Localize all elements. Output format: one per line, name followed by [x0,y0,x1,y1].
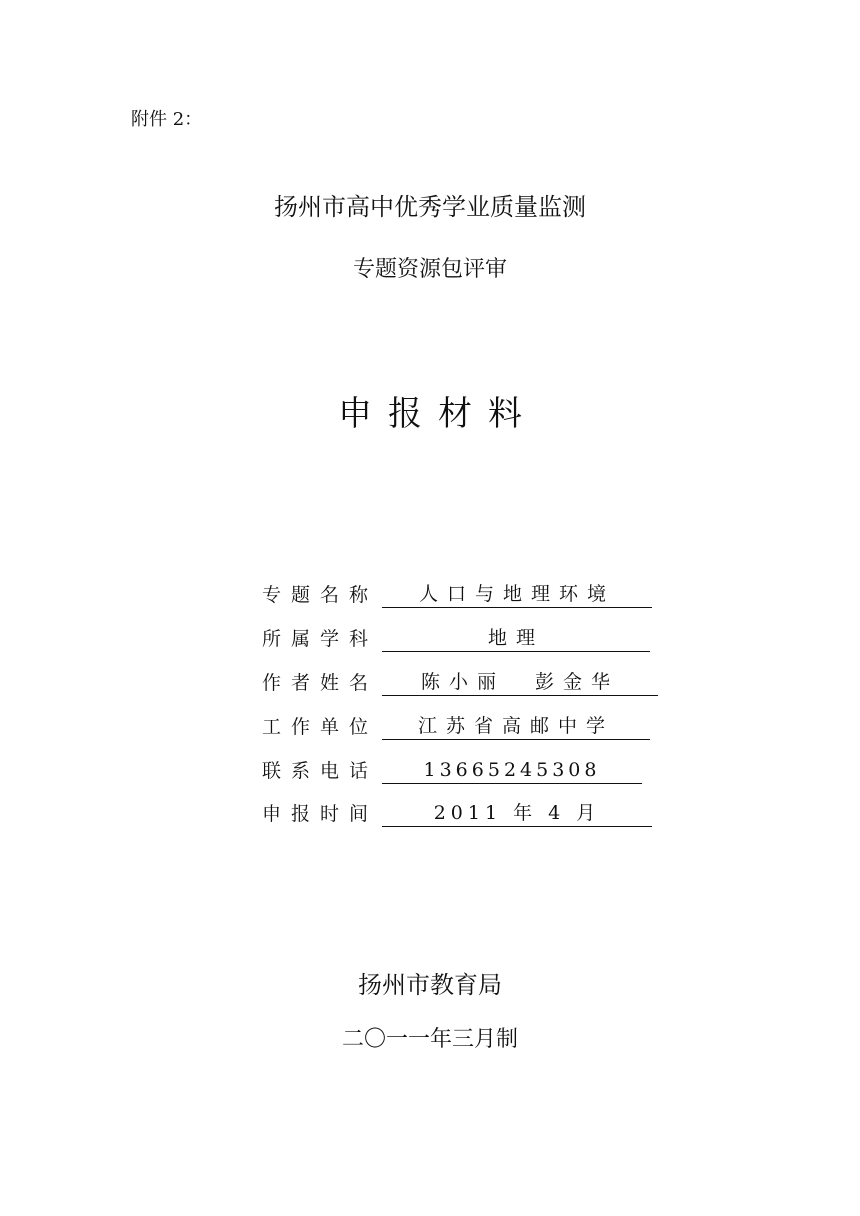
field-value-phone: 13665245308 [382,757,642,784]
field-row-topic-name [262,578,652,608]
field-value-topic-name: 人口与地理环境 [382,581,652,608]
field-value-authors: 陈小丽 彭金华 [382,669,658,696]
field-row-subject [262,622,650,652]
document-title-line2: 专题资源包评审 [352,257,507,282]
field-value-submit-date: 2011 年 4 月 [382,800,652,827]
attachment-label: 附件 2： [131,109,203,130]
field-label: 工作单位 [262,716,379,738]
field-label: 专题名称 [262,584,379,606]
field-label: 作者姓名 [262,672,379,694]
issuer-name: 扬州市教育局 [358,971,502,999]
issue-date: 二〇一一年三月制 [341,1027,518,1052]
field-row-authors [262,666,658,696]
field-label: 联系电话 [262,760,379,782]
field-label: 所属学科 [262,628,379,650]
field-row-submit-date [262,797,652,827]
field-value-subject: 地理 [382,625,650,652]
field-row-phone [262,754,642,784]
field-row-workplace [262,710,650,740]
document-title-line1: 扬州市高中优秀学业质量监测 [274,193,586,221]
field-value-workplace: 江苏省高邮中学 [382,713,650,740]
main-title: 申报材料 [338,394,538,434]
field-label: 申报时间 [262,803,379,825]
